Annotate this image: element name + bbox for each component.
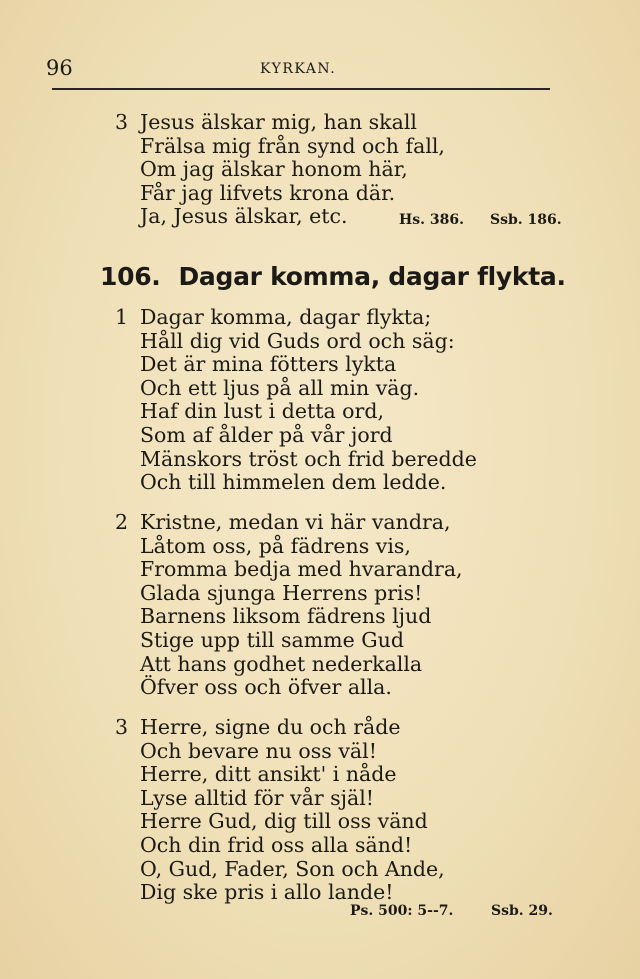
hymn-reference-ssb: Ssb. 186. <box>490 212 562 228</box>
stanza-line: Mänskors tröst och frid beredde <box>140 446 477 471</box>
stanza-line: Låtom oss, på fädrens vis, <box>140 533 411 558</box>
stanza-line: Glada sjunga Herrens pris! <box>140 580 423 605</box>
stanza-number: 3 <box>115 715 129 739</box>
stanza-line: Och till himmelen dem ledde. <box>140 470 447 495</box>
stanza-number: 2 <box>115 510 129 534</box>
stanza-line: Som af ålder på vår jord <box>140 422 393 447</box>
stanza-line: Frälsa mig från synd och fall, <box>140 133 445 158</box>
prev-hymn-stanza <box>115 111 445 229</box>
stanza-line: Ja, Jesus älskar, etc. <box>140 204 348 229</box>
stanza-line: 2 Kristne, medan vi här vandra, <box>115 510 451 534</box>
page-header <box>46 56 550 82</box>
stanza-line: Fromma bedja med hvarandra, <box>140 557 463 582</box>
running-title: KYRKAN. <box>260 61 337 77</box>
page-number: 96 <box>46 56 73 80</box>
hymn-title <box>100 262 566 291</box>
stanza-line: Och din frid oss alla sänd! <box>140 832 413 857</box>
stanza-number: 1 <box>115 305 129 329</box>
stanza-line: Det är mina fötters lykta <box>140 352 397 377</box>
hymn-reference-ps: Ps. 500: 5--7. <box>350 903 454 919</box>
stanza-2 <box>115 511 463 700</box>
hymn-title-text: Dagar komma, dagar flykta. <box>178 262 566 291</box>
stanza-line: Får jag lifvets krona där. <box>140 180 396 205</box>
stanza-line: Dig ske pris i allo lande! <box>140 880 394 905</box>
stanza-line: Håll dig vid Guds ord och säg: <box>140 328 455 353</box>
stanza-number: 3 <box>115 110 129 134</box>
hymn-number: 106. <box>100 262 161 291</box>
stanza-line: Om jag älskar honom här, <box>140 157 408 182</box>
stanza-line: Lyse alltid för vår själ! <box>140 785 375 810</box>
stanza-line: Herre Gud, dig till oss vänd <box>140 809 428 834</box>
stanza-line: 1 Dagar komma, dagar flykta; <box>115 305 432 329</box>
stanza-1 <box>115 306 477 495</box>
stanza-line: Och bevare nu oss väl! <box>140 738 377 763</box>
stanza-line: Barnens liksom fädrens ljud <box>140 604 432 629</box>
stanza-line: Haf din lust i detta ord, <box>140 399 384 424</box>
stanza-line: 3 Jesus älskar mig, han skall <box>115 110 417 134</box>
header-rule <box>52 88 550 90</box>
hymn-reference-ssb: Ssb. 29. <box>491 903 553 919</box>
stanza-line: Att hans godhet nederkalla <box>140 651 423 676</box>
stanza-3 <box>115 716 445 905</box>
stanza-line: 3 Herre, signe du och råde <box>115 715 401 739</box>
stanza-line: Öfver oss och öfver alla. <box>140 675 392 700</box>
stanza-line: Stige upp till samme Gud <box>140 627 404 652</box>
stanza-line: O, Gud, Fader, Son och Ande, <box>140 856 445 881</box>
stanza-line: Och ett ljus på all min väg. <box>140 375 420 400</box>
hymn-reference-hs: Hs. 386. <box>399 212 464 228</box>
stanza-line: Herre, ditt ansikt' i nåde <box>140 762 397 787</box>
